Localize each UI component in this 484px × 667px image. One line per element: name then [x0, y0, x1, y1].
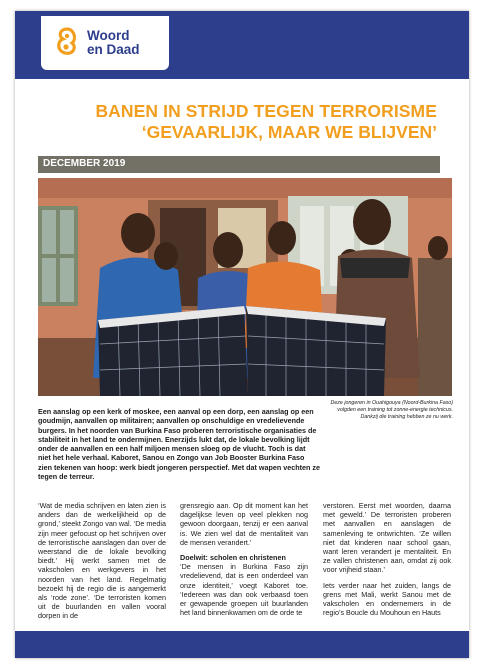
solar-training-photo: [38, 178, 452, 396]
article-photo: [38, 178, 452, 396]
date-bar: [38, 156, 440, 173]
body-paragraph: ‘De mensen in Burkina Faso zijn vredelievend, dat is een onderdeel van onze identiteit,’ voegt Kaboret toe. ‘Iedereen was dan ook verbaasd toen er gewapende groepen uit buurlanden het land binnenkwamen om de orde te: [180, 562, 308, 618]
footer-band: [15, 631, 469, 658]
body-paragraph: grensregio aan. Op dit moment kan het dagelijkse leven op veel plekken nog gewoon doorgaan, tenzij er een aanval is. We zien wel dat de mentaliteit van de mensen verandert.’: [180, 501, 308, 547]
article-lead: Een aanslag op een kerk of moskee, een aanval op een dorp, een aanslag op een goudmijn, aanvallen op militairen; aanvallen op onschuldige en vredelievende burgers. In het noorden van Burkina Faso proberen terroristische organisaties de stabiliteit in het land te ondermijnen. Enerzijds lukt dat, de lokale bevolking lijdt onder de aanvallen en een half miljoen mensen sloeg op de vlucht. Toch is dat niet het hele verhaal. Kaboret, Sanou en Zongo van Job Booster Burkina Faso zien tekenen van hoop: werk biedt jongeren perspectief. Met dat wapen vechten ze tegen de terreur.: [38, 407, 320, 482]
caption-line-1: Deze jongeren in Ouahigouya (Noord-Burkina Faso): [330, 400, 453, 406]
body-paragraph: Iets verder naar het zuiden, langs de grens met Mali, werkt Sanou met de vakscholen en ondernemers in de regio’s Boucle du Mouhoun en Hauts: [323, 580, 451, 618]
caption-line-3: Dankzij die training hebben ze nu werk.: [360, 414, 453, 420]
caption-line-2: volgden een training tot zonne-energie technicus.: [337, 407, 453, 413]
brand-line-2: en Daad: [87, 42, 140, 57]
document-page: [15, 11, 469, 658]
article-kicker: BANEN IN STRIJD TEGEN TERRORISME: [95, 101, 437, 121]
publication-date: DECEMBER 2019: [43, 158, 126, 169]
photo-caption: [323, 400, 453, 421]
body-paragraph: ‘Wat de media schrijven en laten zien is anders dan de werkelijkheid op de grond,’ steekt Zongo van wal. ‘De media zijn meer gefocust op het schrijven over de terroristische aanslagen dan over de weerstand die de lokale bevolking biedt.’ Hij werkt samen met de vakscholen en werkgevers in het noorden van het land. Regelmatig bezoekt hij de regio die is aangemerkt als ‘rode zone’. ‘De terroristen komen uit de buurlanden en vallen vooral dorpen in de: [38, 501, 166, 621]
header-band: [15, 11, 469, 79]
body-column-2: [180, 501, 308, 623]
section-subheading: Doelwit: scholen en christenen: [180, 553, 286, 563]
body-column-1: [38, 501, 166, 627]
brand-wordmark: [87, 29, 140, 57]
brand-line-1: Woord: [87, 28, 130, 43]
brand-logo[interactable]: [41, 16, 169, 70]
article-headline: ‘GEVAARLIJK, MAAR WE BLIJVEN’: [141, 122, 437, 142]
body-column-3: [323, 501, 451, 623]
woord-en-daad-logo-icon: [54, 26, 80, 60]
body-paragraph: verstoren. Eerst met woorden, daarna met geweld.’ De terroristen proberen met aanvallen en aanslagen de samenleving te ontwrichten. ‘Ze willen niet dat kinderen naar school gaan, want leren verandert je mentaliteit. En ze vallen christenen aan, omdat zij ook voor vrijheid staan.’: [323, 501, 451, 575]
